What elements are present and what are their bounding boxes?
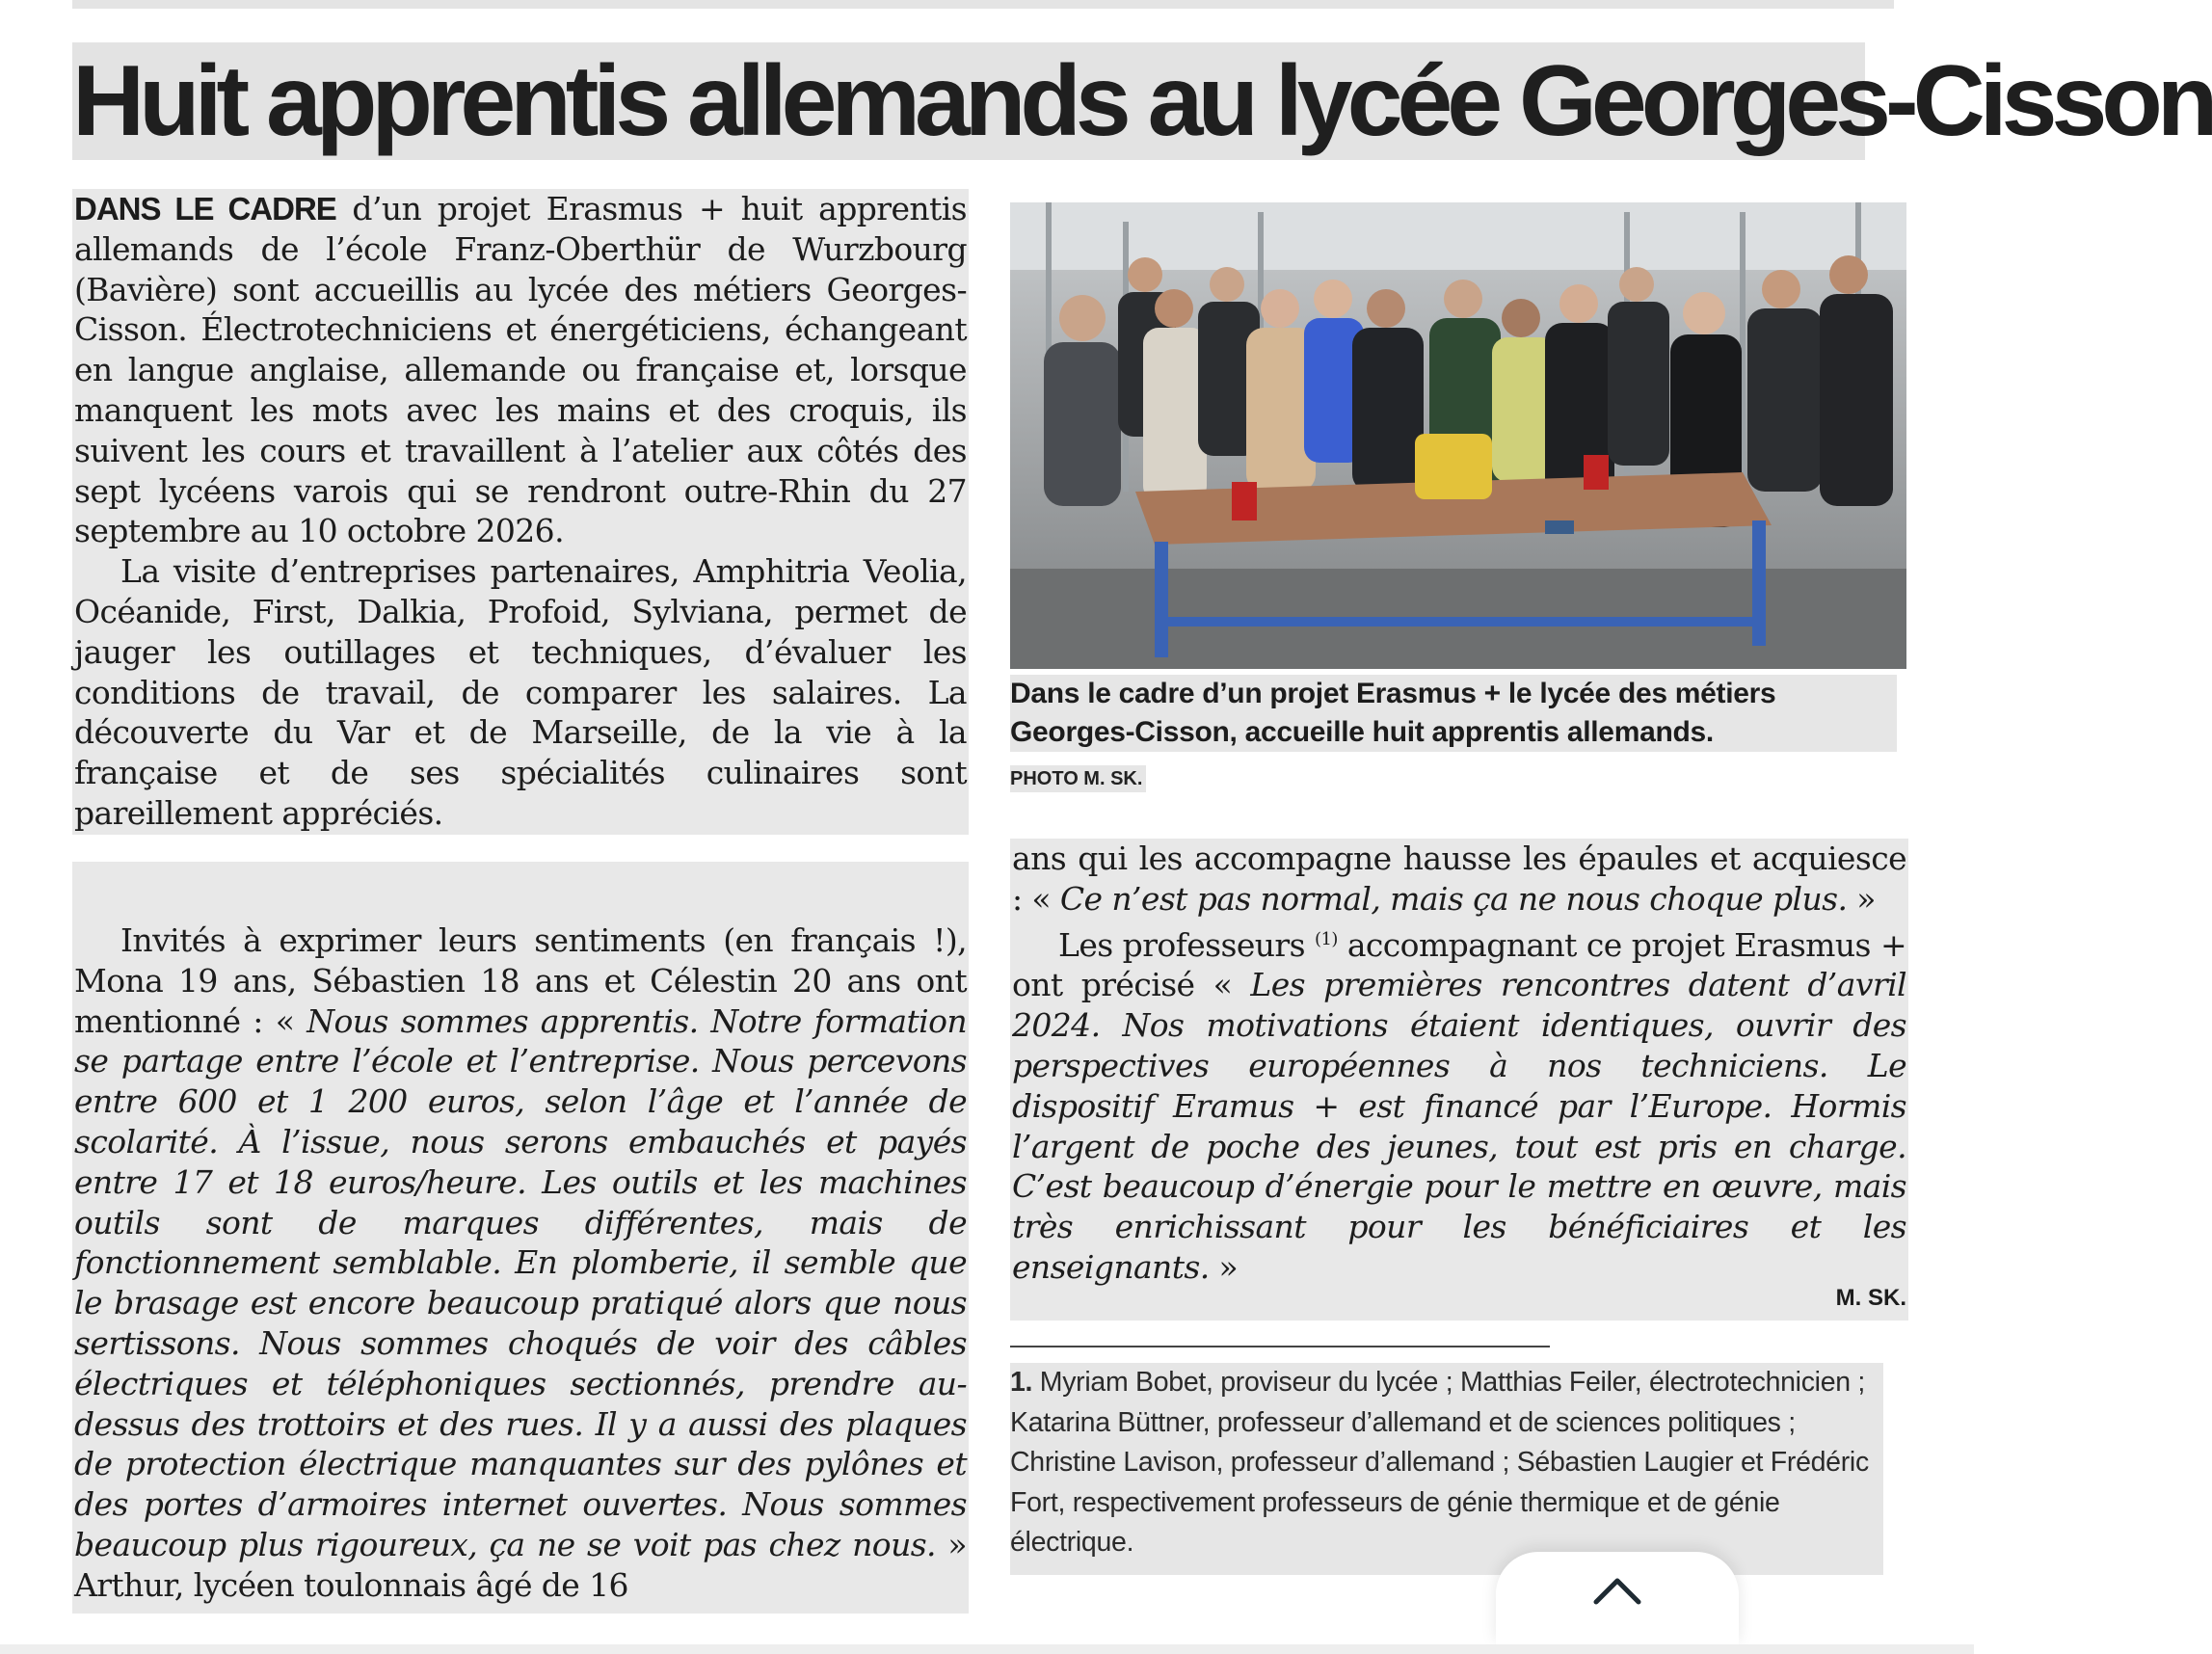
arthur-quote: Ce n’est pas normal, mais ça ne nous choque plus. bbox=[1059, 879, 1848, 918]
arthur-intro: ans qui les accompagne hausse les épaules et acquiesce : « bbox=[1012, 840, 1906, 918]
article-headline: Huit apprentis allemands au lycée Georges-Cisson bbox=[72, 42, 1865, 160]
intro-paragraph-1 bbox=[72, 189, 969, 551]
arthur-paragraph bbox=[1010, 839, 1908, 920]
chevron-up-icon bbox=[1588, 1571, 1646, 1610]
footnote-number: 1. bbox=[1010, 1367, 1033, 1398]
photo-caption: Dans le cadre d’un projet Erasmus + le lycée des métiers Georges-Cisson, accueille huit apprentis allemands. bbox=[1010, 675, 1897, 752]
teachers-tail: » bbox=[1209, 1247, 1239, 1286]
footnote-divider bbox=[1010, 1346, 1550, 1347]
page-bottom-strip bbox=[0, 1644, 1974, 1654]
testimony-intro: Invités à exprimer leurs sentiments (en français !), Mona 19 ans, Sébastien 18 ans et Célestin 20 ans ont mentionné : « bbox=[74, 921, 967, 1040]
intro-column bbox=[72, 189, 969, 835]
previous-article-strip bbox=[72, 0, 1894, 9]
group-photo-image bbox=[1010, 202, 1906, 669]
footnote bbox=[1010, 1363, 1883, 1575]
author-signature: M. SK. bbox=[1835, 1285, 1906, 1311]
footnote-text: Myriam Bobet, proviseur du lycée ; Matthias Feiler, électrotechnicien ; Katarina Büttner, professeur d’allemand et de sciences politiques ; Christine Lavison, professeur d’allemand ; Sébastien Laugier et Frédéric Fort, respectivement professeurs de génie thermique et de génie électrique. bbox=[1010, 1367, 1869, 1558]
testimony-paragraph bbox=[72, 920, 969, 1606]
photo-credit: PHOTO M. SK. bbox=[1010, 765, 1146, 792]
intro-text-1: d’un projet Erasmus + huit apprentis allemands de l’école Franz-Oberthür de Wurzbourg (Bavière) sont accueillis au lycée des métiers Georges-Cisson. Électrotechniciens et énergéticiens, échangeant en langue anglaise, allemande ou française et, lorsque manquent les mots avec les mains et des croquis, ils suivent les cours et travaillent à l’atelier aux côtés des sept lycéens varois qui se rendront outre-Rhin du 27 septembre au 10 octobre 2026. bbox=[74, 190, 967, 550]
arthur-tail: » bbox=[1847, 879, 1876, 918]
scroll-to-top-button[interactable] bbox=[1496, 1552, 1739, 1644]
teachers-mid: accompagnant ce projet Erasmus + ont précisé « bbox=[1012, 925, 1906, 1004]
lead-in: DANS LE CADRE bbox=[74, 191, 336, 227]
teachers-quote: Les premières rencontres datent d’avril 2024. Nos motivations étaient identiques, ouvrir des perspectives européennes à nos techniciens. Le dispositif Eramus + est financé par l’Europe. Hormis l’argent de poche des jeunes, tout est pris en charge. C’est beaucoup d’énergie pour le mettre en œuvre, mais très enrichissant pour les bénéficiaires et les enseignants. bbox=[1012, 966, 1906, 1286]
section-body-right bbox=[1010, 839, 1908, 1288]
intro-paragraph-2: La visite d’entreprises partenaires, Amphitria Veolia, Océanide, First, Dalkia, Profoid, Sylviana, permet de jauger les outillages et techniques, d’évaluer les conditions de travail, de comparer les salaires. La découverte du Var et de Marseille, de la vie à la française et de ses spécialités culinaires sont pareillement appréciés. bbox=[74, 552, 967, 832]
footnote-reference: (1) bbox=[1315, 928, 1338, 949]
testimony-quote: Nous sommes apprentis. Notre formation se partage entre l’école et l’entreprise. Nous percevons entre 600 et 1 200 euros, selon l’âge et l’année de scolarité. À l’issue, nous serons embauchés et payés entre 17 et 18 euros/heure. Les outils et les machines outils sont de marques différentes, mais de fonctionnement semblable. En plomberie, il semble que le brasage est encore beaucoup pratiqué alors que nous sertissons. Nous sommes choqués de voir des câbles électriques et téléphoniques sectionnés, prendre au-dessus des trottoirs et des rues. Il y a aussi des plaques de protection électrique manquantes sur des pylônes et des portes d’armoires internet ouvertes. Nous sommes beaucoup plus rigoureux, ça ne se voit pas chez nous. bbox=[74, 1001, 968, 1563]
teachers-intro: Les professeurs bbox=[1058, 925, 1316, 964]
section-body-left bbox=[72, 920, 969, 1606]
article-photo bbox=[1010, 202, 1906, 669]
teachers-paragraph bbox=[1010, 920, 1908, 1288]
testimony-tail: » Arthur, lycéen toulonnais âgé de 16 bbox=[74, 1525, 967, 1604]
